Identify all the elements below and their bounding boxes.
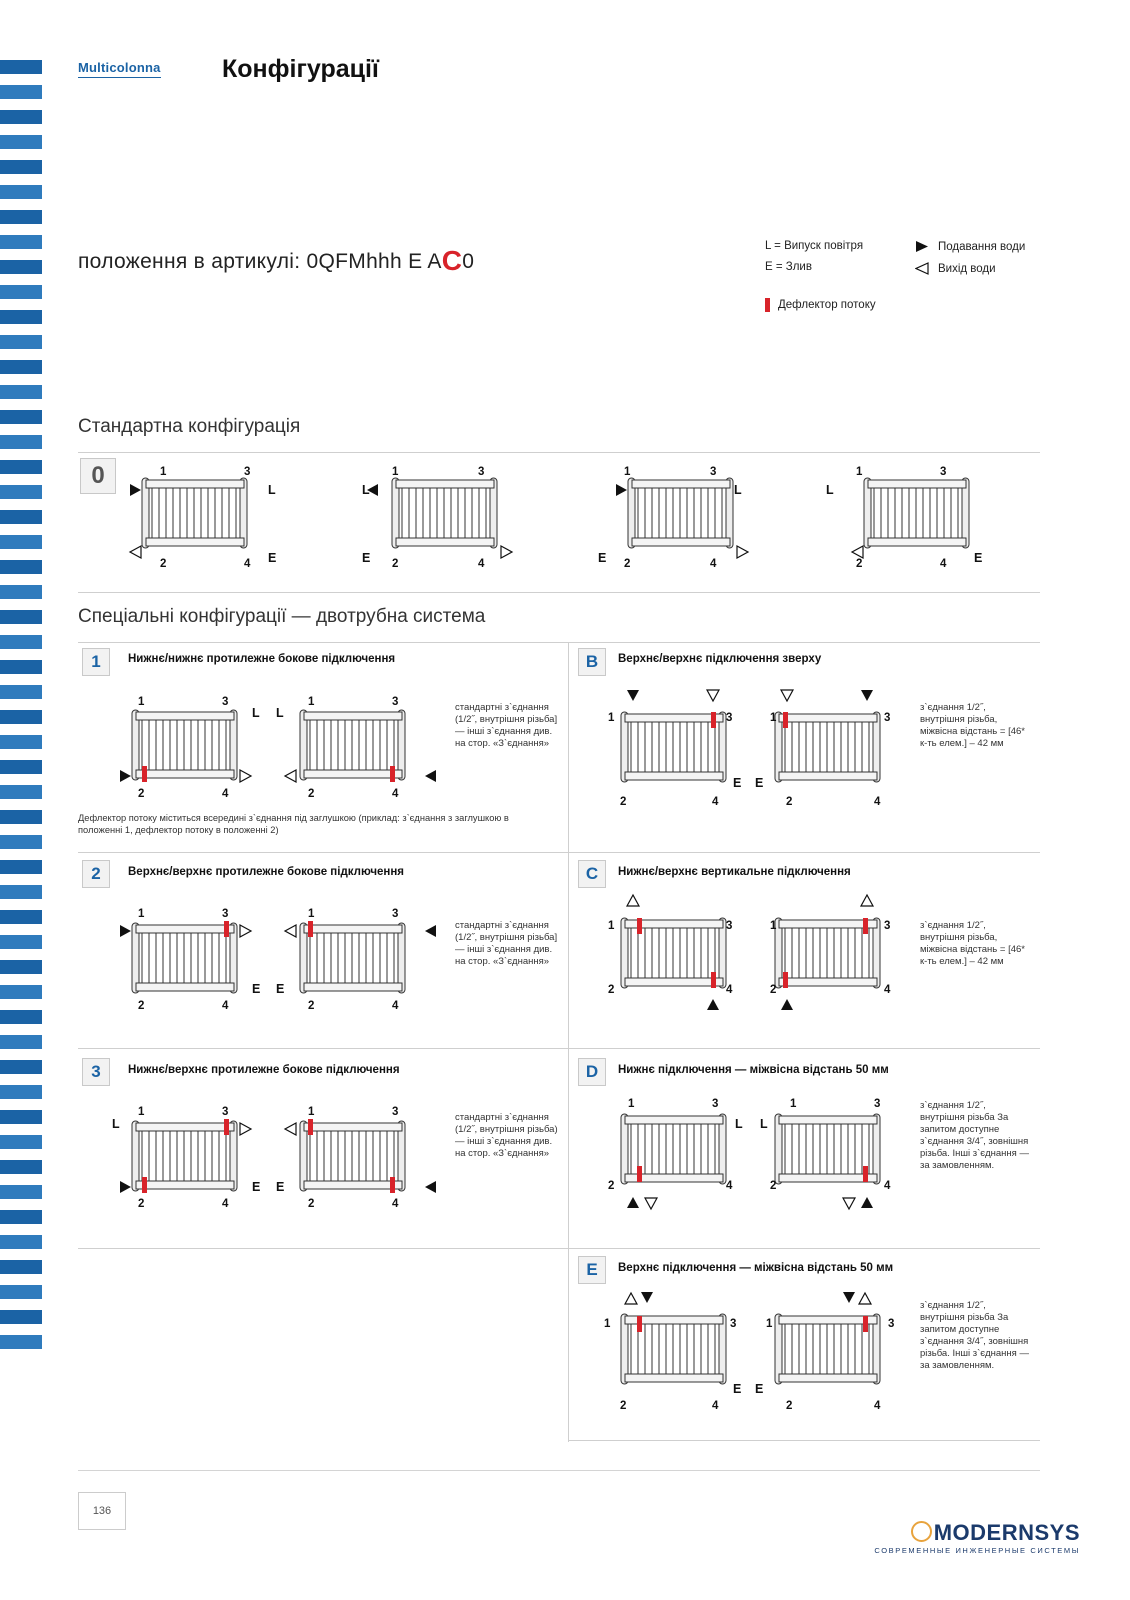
row3-diagram xyxy=(118,1103,448,1211)
port-number: 3 xyxy=(884,920,891,932)
label-E: E xyxy=(598,551,607,565)
port-number: 1 xyxy=(608,712,615,724)
standard-section-title: Стандартна конфігурація xyxy=(78,416,301,437)
row2-note: стандартні з`єднання (1/2˝, внутрішня різьба] — інші з`єднання див. на стор. «З`єднання» xyxy=(455,920,558,967)
legend-drain: E = Злив xyxy=(765,261,812,273)
article-highlight-letter: C xyxy=(441,245,463,276)
divider xyxy=(78,1048,568,1049)
port-number: 4 xyxy=(712,1400,719,1412)
port-number: 1 xyxy=(856,466,863,478)
port-number: 4 xyxy=(940,558,947,570)
label-E: E xyxy=(974,551,983,565)
port-number: 1 xyxy=(308,908,315,920)
article-text: положення в артикулі: 0QFMhhh E A xyxy=(78,250,442,273)
divider xyxy=(568,1048,1040,1049)
label-E: E xyxy=(268,551,277,565)
port-number: 3 xyxy=(222,696,229,708)
port-number: 2 xyxy=(308,1198,315,1210)
port-number: 2 xyxy=(138,788,145,800)
port-number: 4 xyxy=(726,984,733,996)
port-number: 2 xyxy=(786,1400,793,1412)
port-number: 1 xyxy=(308,1106,315,1118)
row-title-D: Нижнє підключення — міжвісна відстань 50 мм xyxy=(618,1064,889,1076)
label-E: E xyxy=(733,1382,742,1396)
port-number: 2 xyxy=(624,558,631,570)
port-number: 4 xyxy=(884,1180,891,1192)
rowB-note: з`єднання 1/2˝, внутрішня різьба, міжвісна відстань = [46* к-ть елем.] – 42 мм xyxy=(920,702,1025,749)
row-title-B: Верхнє/верхнє підключення зверху xyxy=(618,653,822,665)
rowD-diagram xyxy=(605,1090,905,1222)
row-badge-D: D xyxy=(578,1058,606,1086)
divider xyxy=(568,1440,1040,1441)
port-number: 1 xyxy=(770,712,777,724)
legend-deflector: Дефлектор потоку xyxy=(778,299,876,311)
port-number: 1 xyxy=(138,696,145,708)
label-L: L xyxy=(276,706,284,720)
port-number: 4 xyxy=(710,558,717,570)
row-title-C: Нижнє/верхнє вертикальне підключення xyxy=(618,866,851,878)
row-badge-C: C xyxy=(578,860,606,888)
port-number: 3 xyxy=(244,466,251,478)
port-number: 4 xyxy=(392,1198,399,1210)
port-number: 3 xyxy=(392,908,399,920)
row-title-2: Верхнє/верхнє протилежне бокове підключення xyxy=(128,866,404,878)
port-number: 2 xyxy=(620,1400,627,1412)
port-number: 2 xyxy=(308,1000,315,1012)
port-number: 2 xyxy=(770,984,777,996)
row-badge-3: 3 xyxy=(82,1058,110,1086)
port-number: 3 xyxy=(940,466,947,478)
port-number: 4 xyxy=(874,796,881,808)
row1-note: стандартні з`єднання (1/2˝, внутрішня різьба] — інші з`єднання див. на стор. «З`єднання» xyxy=(455,702,558,749)
rowC-note: з`єднання 1/2˝, внутрішня різьба, міжвісна відстань = [46* к-ть елем.] – 42 мм xyxy=(920,920,1025,967)
divider xyxy=(568,852,1040,853)
logo-ring-icon xyxy=(911,1521,932,1542)
brand-label: Multicolonna xyxy=(78,60,161,78)
port-number: 2 xyxy=(608,1180,615,1192)
row2-diagram xyxy=(118,905,448,1013)
label-E: E xyxy=(733,776,742,790)
column-divider xyxy=(568,642,569,1442)
port-number: 3 xyxy=(884,712,891,724)
standard-config-diagram xyxy=(128,462,1048,580)
rowC-diagram xyxy=(605,890,905,1022)
logo xyxy=(874,1520,1080,1555)
divider xyxy=(78,1248,568,1249)
special-section-title: Спеціальні конфігурації — двотрубна система xyxy=(78,606,486,627)
logo-text: MODERNSYS xyxy=(933,1520,1080,1545)
port-number: 1 xyxy=(138,908,145,920)
port-number: 1 xyxy=(160,466,167,478)
label-E: E xyxy=(755,776,764,790)
port-number: 2 xyxy=(786,796,793,808)
label-E: E xyxy=(362,551,371,565)
divider xyxy=(78,852,568,853)
port-number: 4 xyxy=(478,558,485,570)
logo-subtitle: СОВРЕМЕННЫЕ ИНЖЕНЕРНЫЕ СИСТЕМЫ xyxy=(874,1546,1080,1555)
deflector-swatch-icon xyxy=(765,298,770,312)
label-L: L xyxy=(760,1117,768,1131)
port-number: 3 xyxy=(874,1098,881,1110)
port-number: 4 xyxy=(392,1000,399,1012)
rowD-note: з`єднання 1/2˝, внутрішня різьба За запитом доступне з`єднання 3/4˝, зовнішня різьба. Інші з`єднання — за замовленням. xyxy=(920,1100,1029,1171)
article-position-line xyxy=(78,245,474,277)
legend-water-outlet: Вихід води xyxy=(938,262,996,275)
label-E: E xyxy=(276,982,285,996)
rowE-note: з`єднання 1/2˝, внутрішня різьба За запитом доступне з`єднання 3/4˝, зовнішня різьба. Інші з`єднання — за замовленням. xyxy=(920,1300,1029,1371)
port-number: 2 xyxy=(138,1198,145,1210)
divider xyxy=(78,452,1040,453)
port-number: 4 xyxy=(244,558,251,570)
port-number: 1 xyxy=(138,1106,145,1118)
port-number: 3 xyxy=(478,466,485,478)
legend-air-vent: L = Випуск повітря xyxy=(765,240,864,252)
label-E: E xyxy=(252,1180,261,1194)
port-number: 3 xyxy=(730,1318,737,1330)
port-number: 3 xyxy=(726,712,733,724)
port-number: 2 xyxy=(138,1000,145,1012)
row1-footnote: Дефлектор потоку міститься всередині з`єднання під заглушкою (приклад: з`єднання з заглушкою в положенні 1, дефлектор потоку в положенні 2) xyxy=(78,813,509,835)
port-number: 1 xyxy=(628,1098,635,1110)
label-E: E xyxy=(252,982,261,996)
row-title-3: Нижнє/верхнє протилежне бокове підключення xyxy=(128,1064,400,1076)
port-number: 2 xyxy=(856,558,863,570)
divider xyxy=(78,642,1040,643)
row-title-1: Нижнє/нижнє протилежне бокове підключення xyxy=(128,653,396,665)
row-badge-1: 1 xyxy=(82,648,110,676)
port-number: 1 xyxy=(604,1318,611,1330)
port-number: 4 xyxy=(392,788,399,800)
legend xyxy=(765,240,1025,312)
footer-rule xyxy=(78,1470,1040,1471)
label-L: L xyxy=(735,1117,743,1131)
port-number: 3 xyxy=(888,1318,895,1330)
port-number: 3 xyxy=(222,1106,229,1118)
row-badge-E: E xyxy=(578,1256,606,1284)
label-E: E xyxy=(276,1180,285,1194)
legend-water-supply: Подавання води xyxy=(938,240,1026,253)
port-number: 3 xyxy=(392,696,399,708)
row3-note: стандартні з`єднання (1/2˝, внутрішня різьба) — інші з`єднання див. на стор. «З`єднання» xyxy=(455,1112,558,1159)
port-number: 2 xyxy=(160,558,167,570)
label-E: E xyxy=(755,1382,764,1396)
article-tail: 0 xyxy=(462,250,475,273)
port-number: 2 xyxy=(308,788,315,800)
port-number: 2 xyxy=(770,1180,777,1192)
rowE-diagram xyxy=(605,1288,905,1420)
port-number: 2 xyxy=(620,796,627,808)
port-number: 1 xyxy=(392,466,399,478)
port-number: 3 xyxy=(726,920,733,932)
port-number: 3 xyxy=(392,1106,399,1118)
port-number: 1 xyxy=(790,1098,797,1110)
port-number: 4 xyxy=(222,1000,229,1012)
port-number: 2 xyxy=(392,558,399,570)
page-title: Конфігурації xyxy=(222,55,379,83)
label-L: L xyxy=(826,483,834,497)
port-number: 4 xyxy=(222,1198,229,1210)
port-number: 1 xyxy=(624,466,631,478)
row-title-E: Верхнє підключення — міжвісна відстань 50 мм xyxy=(618,1262,894,1274)
label-L: L xyxy=(268,483,276,497)
page-number: 136 xyxy=(78,1492,126,1530)
port-number: 4 xyxy=(874,1400,881,1412)
label-L: L xyxy=(362,483,370,497)
decorative-stripe xyxy=(0,60,42,1370)
row-badge-2: 2 xyxy=(82,860,110,888)
filled-right-triangle-icon xyxy=(915,240,929,253)
port-number: 1 xyxy=(770,920,777,932)
port-number: 3 xyxy=(712,1098,719,1110)
port-number: 1 xyxy=(308,696,315,708)
port-number: 3 xyxy=(222,908,229,920)
port-number: 4 xyxy=(884,984,891,996)
port-number: 2 xyxy=(608,984,615,996)
divider xyxy=(78,592,1040,593)
port-number: 1 xyxy=(608,920,615,932)
port-number: 3 xyxy=(710,466,717,478)
label-L: L xyxy=(252,706,260,720)
standard-badge: 0 xyxy=(80,458,116,494)
row-badge-B: B xyxy=(578,648,606,676)
port-number: 1 xyxy=(766,1318,773,1330)
divider xyxy=(568,1248,1040,1249)
port-number: 4 xyxy=(726,1180,733,1192)
port-number: 4 xyxy=(712,796,719,808)
label-L: L xyxy=(112,1117,120,1131)
hollow-left-triangle-icon xyxy=(915,262,929,275)
port-number: 4 xyxy=(222,788,229,800)
label-L: L xyxy=(734,483,742,497)
